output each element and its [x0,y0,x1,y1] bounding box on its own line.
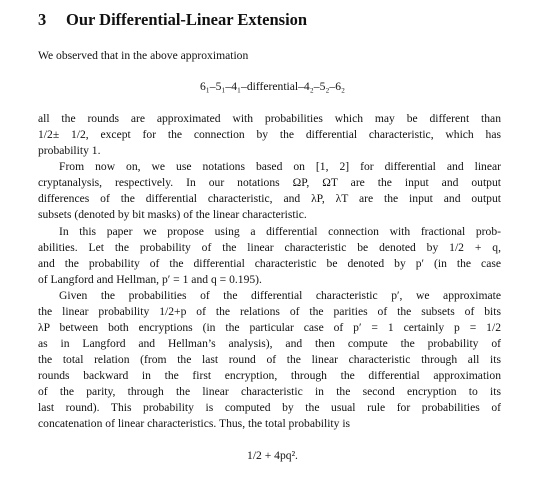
paragraph-4-line: rounds backward in the first encryption, through the differential approximation [38,369,501,382]
paragraph-4-line: as in Langford and Hellman’s analysis), and then compute the probability of [38,337,501,350]
section-title: Our Differential-Linear Extension [66,10,308,29]
paragraph-2-line: cryptanalysis, respectively. In our notations ΩP, ΩT are the input and output [38,176,501,189]
paragraph-2-line: differences of the differential characteristic, and λP, λT are the input and output [38,192,501,205]
paragraph-2-line: subsets (denoted by bit masks) of the linear characteristic. [38,208,307,221]
paragraph-4-line: last round). This probability is computed by the usual rule for probabilities of [38,401,501,414]
paragraph-3-line: of Langford and Hellman, p′ = 1 and q = 0.195). [38,273,262,286]
paragraph-4-line: the linear probability 1/2+p of the relations of the parities of the subsets of bits [38,305,501,318]
paragraph-4-line: Given the probabilities of the differential characteristic p′, we approximate [59,289,501,302]
paragraph-3-line: abilities. Let the probability of the linear characteristic be denoted by 1/2 + q, [38,241,501,254]
section-number: 3 [38,10,47,29]
paragraph-3-line: In this paper we propose using a differential connection with fractional prob- [59,225,501,238]
paragraph-1-line: all the rounds are approximated with probabilities which may be different than [38,112,501,125]
paragraph-2-line: From now on, we use notations based on [1, 2] for differential and linear [59,160,501,173]
equation-total-probability: 1/2 + 4pq². [247,449,298,462]
paragraph-4-line: λP between both encryptions (in the particular case of p′ = 1 certainly p = 1/2 [38,321,501,334]
equation-approximation-chain: 6₁–5₁–4₁–differential–4₂–5₂–6₂ [199,80,346,93]
section-heading [38,10,307,30]
intro-line: We observed that in the above approximation [38,49,249,62]
paragraph-1-line: 1/2± 1/2, except for the connection by the differential characteristic, which has [38,128,501,141]
paragraph-4-line: of the parity, through the linear characteristic in the second encryption to its [38,385,501,398]
paragraph-1-line: probability 1. [38,144,101,157]
paragraph-4-line: concatenation of linear characteristics. Thus, the total probability is [38,417,351,430]
paragraph-3-line: and the probability of the differential characteristic be denoted by p′ (in the case [38,257,501,270]
paragraph-4-line: the total relation (from the last round of the linear characteristic through all its [38,353,501,366]
